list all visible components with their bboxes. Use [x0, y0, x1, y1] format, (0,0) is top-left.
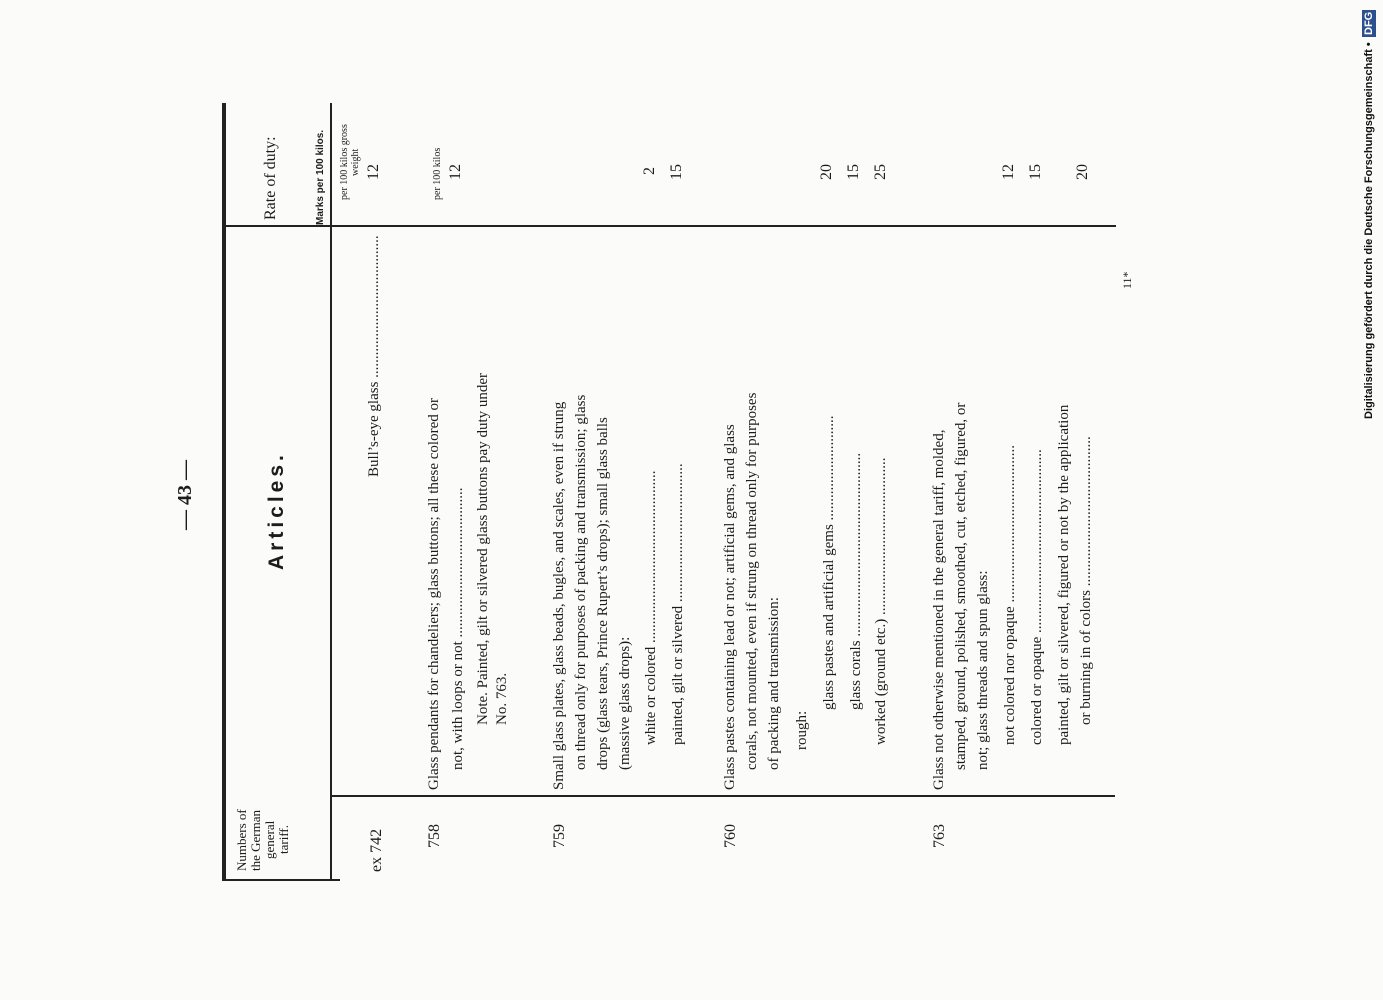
header-articles-label: Articles.: [265, 451, 288, 570]
row-763-line-6: painted, gilt or silvered, figured or not by the application: [1056, 404, 1072, 745]
row-758-line-2: not, with loops or not ........................................: [450, 487, 466, 770]
row-763-rate-2: 15: [1027, 164, 1044, 180]
row-742-line-1: Bull’s-eye glass ......................................: [366, 235, 382, 477]
row-759-rate-1: 2: [641, 167, 658, 175]
row-758-units: per 100 kilos: [432, 147, 443, 200]
rule-top: [222, 103, 226, 881]
row-759-line-5: white or colored ..............................................: [643, 470, 659, 745]
row-758-line-1: Glass pendants for chandeliers; glass buttons; all these colored or: [426, 398, 442, 790]
row-760-rate-2: 15: [845, 164, 862, 180]
row-760-line-4: rough:: [794, 710, 810, 750]
row-759-line-1: Small glass plates, glass beads, bugles, and scales, even if strung: [551, 401, 567, 790]
row-763-rate-1: 12: [1000, 164, 1017, 180]
row-760-rate-3: 25: [872, 164, 889, 180]
row-742-rate: 12: [365, 164, 382, 180]
rule-rate-col: [226, 225, 1116, 227]
dfg-logo: DFG: [1363, 12, 1375, 36]
signature-mark: 11*: [1120, 271, 1134, 289]
row-759-line-2: on thread only for purposes of packing and transmission; glass: [573, 394, 589, 770]
row-760-line-5: glass pastes and artificial gems ............................: [821, 415, 837, 710]
rule-articles-head: [330, 675, 331, 795]
row-763-line-1: Glass not otherwise mentioned in the general tariff, molded,: [931, 429, 947, 790]
row-742-units: per 100 kilos gross weight: [339, 124, 361, 200]
row-760-line-6: glass corals .................................................: [848, 452, 864, 710]
row-number-760: 760: [722, 824, 739, 848]
row-758-line-4: No. 763.: [494, 672, 510, 725]
row-763-line-4: not colored nor opaque ..........................................: [1002, 445, 1018, 745]
row-759-line-6: painted, gilt or silvered .....................................: [670, 463, 686, 745]
rule-bottom: [222, 879, 340, 881]
row-760-line-1: Glass pastes containing lead or not; artificial gems, and glass: [722, 424, 738, 790]
row-763-rate-3: 20: [1074, 164, 1091, 180]
row-758-line-3: Note. Painted, gilt or silvered glass buttons pay duty under: [475, 372, 491, 725]
rule-numbers-col: [330, 795, 1115, 797]
row-763-line-5: colored or opaque .................................................: [1029, 449, 1045, 745]
row-759-line-3: drops (glass tears, Prince Rupert’s drops); small glass balls: [595, 417, 611, 770]
row-number-758: 758: [426, 824, 443, 848]
row-760-line-3: of packing and transmission:: [766, 597, 782, 770]
credit-text: Digitalisierung gefördert durch die Deutsche Forschungsgemeinschaft •: [1363, 42, 1375, 419]
dfg-credit: [1362, 10, 1376, 419]
row-763-line-7: or burning in of colors ........................................: [1078, 436, 1094, 725]
row-number-759: 759: [551, 824, 568, 848]
row-number-763: 763: [931, 824, 948, 848]
row-760-line-7: worked (ground etc.) ..........................................: [873, 457, 889, 745]
row-760-line-2: corals, not mounted, even if strung on thread only for purposes: [744, 392, 760, 770]
row-763-line-2: stamped, ground, polished, smoothed, cut, etched, figured, or: [953, 402, 969, 770]
row-number-742: ex 742: [368, 828, 385, 872]
header-marks-label: Marks per 100 kilos.: [315, 129, 326, 225]
header-rate-label: Rate of duty:: [262, 136, 279, 220]
row-763-line-3: not; glass threads and spun glass:: [975, 570, 991, 770]
row-758-rate: 12: [447, 164, 464, 180]
row-759-line-4: (massive glass drops):: [617, 636, 633, 770]
page-number-display: — 43 —: [174, 460, 196, 530]
row-759-rate-2: 15: [668, 164, 685, 180]
header-numbers-label: Numbers of the German general tariff.: [234, 809, 291, 871]
row-760-rate-1: 20: [818, 164, 835, 180]
